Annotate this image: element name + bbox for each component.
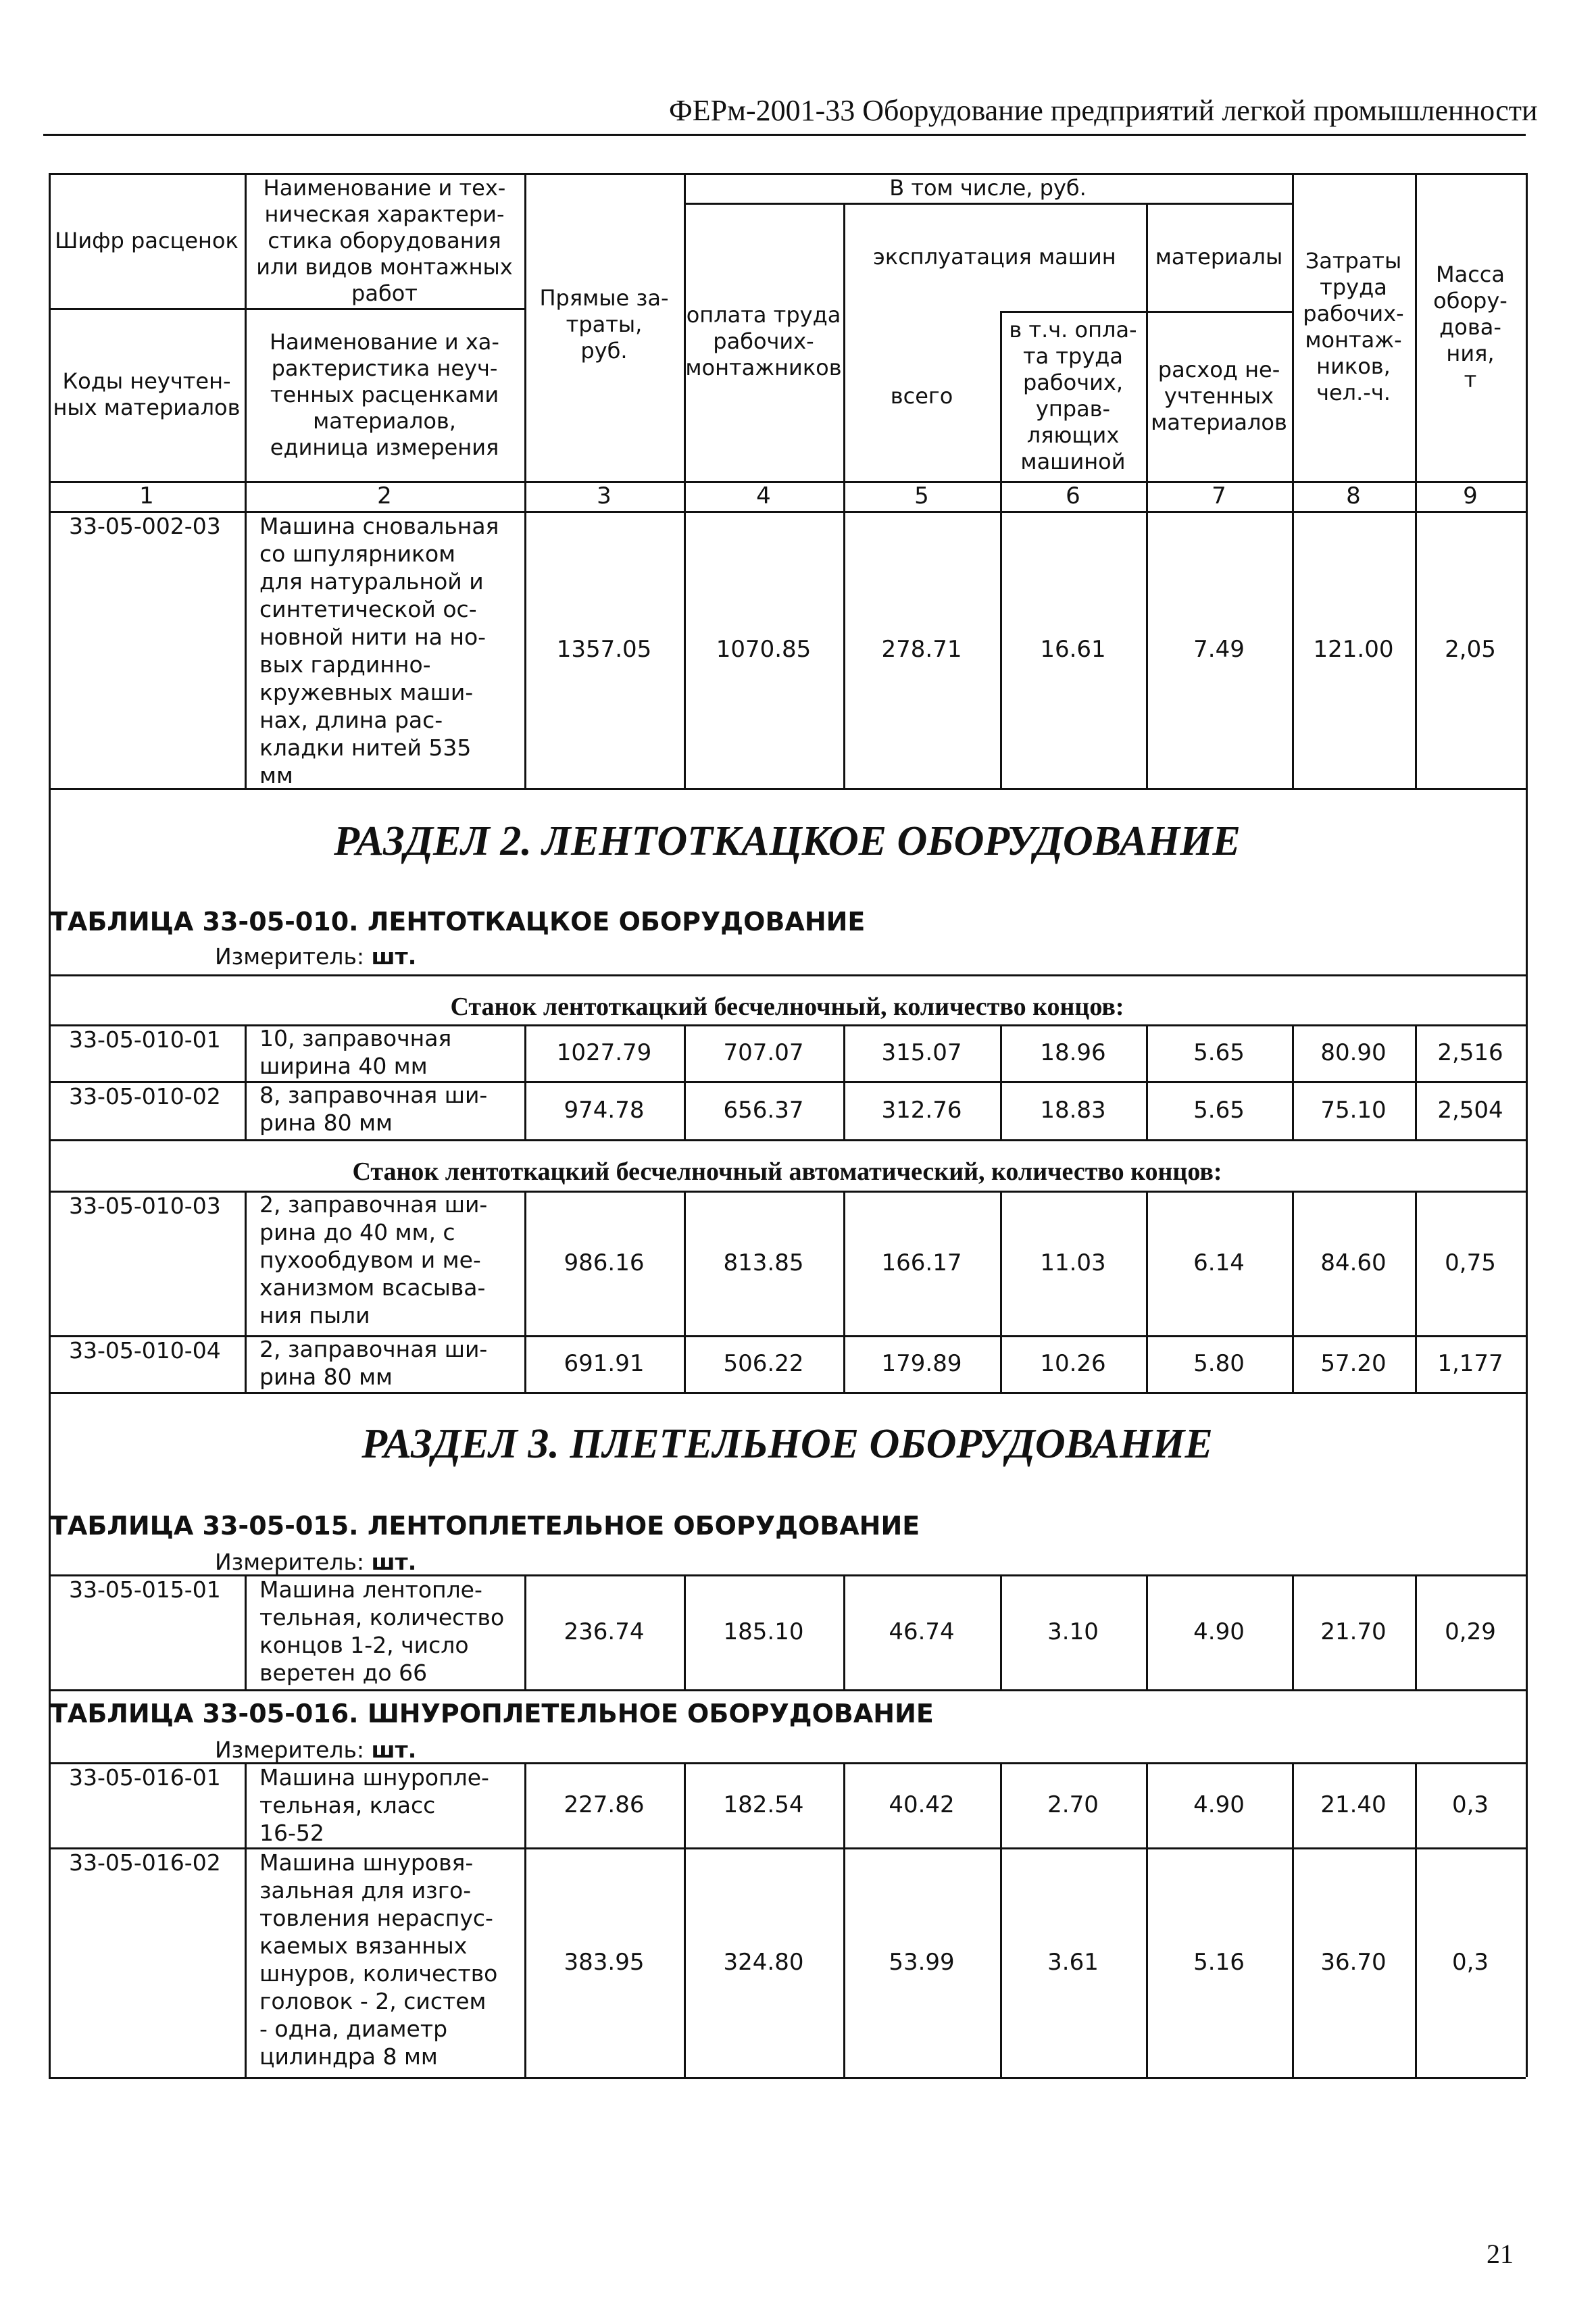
grid-line: [49, 1081, 1526, 1083]
machine-total-value: 46.74: [889, 1618, 955, 1645]
column-number: 7: [1212, 482, 1226, 509]
row-name: 2, заправочная ши- рина 80 мм: [259, 1336, 488, 1390]
grid-line: [843, 1024, 845, 1139]
grid-line: [49, 1762, 1526, 1764]
materials-value: 5.65: [1193, 1096, 1245, 1124]
column-number: 9: [1463, 482, 1478, 509]
grid-line: [524, 1191, 526, 1392]
grid-line: [1000, 1762, 1002, 2077]
mass-value: 0,75: [1445, 1249, 1496, 1276]
grid-line: [684, 203, 1292, 205]
unit-value: шт.: [371, 943, 417, 970]
unit-line: [215, 1737, 416, 1763]
unit-value: шт.: [371, 1549, 417, 1575]
grid-line: [1292, 1024, 1294, 1139]
materials-value: 6.14: [1193, 1249, 1245, 1276]
grid-line: [684, 173, 686, 788]
grid-line: [49, 1689, 1526, 1691]
grid-line: [49, 1335, 1526, 1337]
grid-line: [684, 1024, 686, 1139]
row-code: 33-05-016-02: [69, 1849, 221, 1876]
grid-line: [1415, 1762, 1417, 2077]
table-title: ТАБЛИЦА 33-05-016. ШНУРОПЛЕТЕЛЬНОЕ ОБОРУДОВАНИЕ: [50, 1699, 934, 1728]
operator-pay-value: 3.61: [1047, 1948, 1099, 1976]
operator-pay-value: 10.26: [1040, 1349, 1106, 1377]
grid-line: [1146, 1574, 1148, 1689]
header-labor-pay: оплата труда рабочих- монтажников: [685, 301, 842, 380]
labor-hours-value: 80.90: [1320, 1039, 1387, 1066]
machine-total-value: 166.17: [881, 1249, 962, 1276]
grid-line: [843, 203, 845, 788]
unit-line: [215, 943, 416, 970]
header-machine-total: всего: [890, 382, 953, 409]
grid-line: [1000, 1574, 1002, 1689]
grid-line: [49, 173, 1526, 175]
labor-hours-value: 36.70: [1320, 1948, 1387, 1976]
labor-hours-value: 121.00: [1313, 635, 1394, 663]
grid-line: [1292, 1191, 1294, 1392]
mass-value: 0,29: [1445, 1618, 1496, 1645]
grid-line: [1000, 1024, 1002, 1139]
row-name: Машина шнуровя- зальная для изго- товления нераспус- каемых вязанных шнуров, количество головок - 2, систем - одна, диаметр цилиндра 8 мм: [259, 1849, 498, 2070]
operator-pay-value: 18.83: [1040, 1096, 1106, 1124]
header-missing-materials: расход не- учтенных материалов: [1151, 356, 1287, 435]
grid-line: [245, 173, 247, 788]
header-direct-costs: Прямые за- траты, руб.: [539, 284, 669, 364]
table-title: ТАБЛИЦА 33-05-015. ЛЕНТОПЛЕТЕЛЬНОЕ ОБОРУДОВАНИЕ: [50, 1511, 920, 1541]
row-code: 33-05-010-03: [69, 1193, 221, 1219]
labor-pay-value: 813.85: [723, 1249, 804, 1276]
labor-pay-value: 506.22: [723, 1349, 804, 1377]
grid-line: [684, 1574, 686, 1689]
direct-costs-value: 691.91: [564, 1349, 645, 1377]
grid-line: [1415, 1191, 1417, 1392]
labor-pay-value: 1070.85: [716, 635, 812, 663]
grid-line: [49, 974, 1526, 976]
direct-costs-value: 1357.05: [556, 635, 652, 663]
labor-pay-value: 707.07: [723, 1039, 804, 1066]
row-name: Машина шнуропле- тельная, класс 16-52: [259, 1764, 489, 1846]
direct-costs-value: 974.78: [564, 1096, 645, 1124]
mass-value: 0,3: [1451, 1791, 1489, 1818]
grid-line: [49, 1139, 1526, 1141]
machine-total-value: 179.89: [881, 1349, 962, 1377]
direct-costs-value: 986.16: [564, 1249, 645, 1276]
labor-hours-value: 57.20: [1320, 1349, 1387, 1377]
grid-line: [49, 1191, 1526, 1193]
section-title: РАЗДЕЛ 2. ЛЕНТОТКАЦКОЕ ОБОРУДОВАНИЕ: [334, 818, 1241, 864]
operator-pay-value: 18.96: [1040, 1039, 1106, 1066]
direct-costs-value: 227.86: [564, 1791, 645, 1818]
materials-value: 5.65: [1193, 1039, 1245, 1066]
header-machine-operation: эксплуатация машин: [873, 243, 1116, 270]
labor-pay-value: 185.10: [723, 1618, 804, 1645]
grid-line: [49, 1574, 1526, 1576]
column-number: 3: [597, 482, 612, 509]
row-code: 33-05-002-03: [69, 513, 221, 539]
grid-line: [1415, 173, 1417, 788]
column-number: 1: [139, 482, 154, 509]
header-materials: материалы: [1155, 243, 1283, 270]
grid-line: [49, 511, 1526, 513]
materials-value: 5.80: [1193, 1349, 1245, 1377]
grid-line: [1146, 203, 1148, 788]
header-including: В том числе, руб.: [889, 174, 1087, 201]
column-number: 2: [377, 482, 392, 509]
unit-line: [215, 1549, 416, 1575]
operator-pay-value: 3.10: [1047, 1618, 1099, 1645]
table-title: ТАБЛИЦА 33-05-010. ЛЕНТОТКАЦКОЕ ОБОРУДОВАНИЕ: [50, 907, 866, 937]
row-code: 33-05-010-02: [69, 1083, 221, 1110]
direct-costs-value: 383.95: [564, 1948, 645, 1976]
header-rule: [43, 134, 1526, 136]
row-name: Машина лентопле- тельная, количество концов 1-2, число веретен до 66: [259, 1576, 505, 1686]
labor-hours-value: 75.10: [1320, 1096, 1387, 1124]
column-number: 4: [756, 482, 771, 509]
materials-value: 5.16: [1193, 1948, 1245, 1976]
grid-line: [1146, 1762, 1148, 2077]
grid-line: [843, 1191, 845, 1392]
direct-costs-value: 1027.79: [556, 1039, 652, 1066]
grid-line: [49, 1847, 1526, 1849]
group-title: Станок лентоткацкий бесчелночный автоматический, количество концов:: [352, 1158, 1222, 1186]
grid-line: [245, 1024, 247, 1139]
grid-line: [1292, 173, 1294, 788]
grid-line: [684, 1762, 686, 2077]
direct-costs-value: 236.74: [564, 1618, 645, 1645]
row-code: 33-05-016-01: [69, 1764, 221, 1791]
grid-line: [1415, 1024, 1417, 1139]
labor-hours-value: 84.60: [1320, 1249, 1387, 1276]
materials-value: 7.49: [1193, 635, 1245, 663]
grid-line: [524, 173, 526, 788]
grid-line: [843, 1574, 845, 1689]
grid-line: [1292, 1574, 1294, 1689]
grid-line: [1000, 1191, 1002, 1392]
machine-total-value: 278.71: [881, 635, 962, 663]
column-number: 6: [1066, 482, 1080, 509]
grid-line: [1000, 311, 1002, 788]
header-name: Наименование и тех- ническая характери- стика оборудования или видов монтажных работ: [256, 174, 513, 306]
page-number: 21: [1487, 2239, 1514, 2269]
unit-label: Измеритель:: [215, 943, 365, 970]
grid-line: [1146, 1191, 1148, 1392]
group-title: Станок лентоткацкий бесчелночный, количество концов:: [450, 993, 1124, 1021]
grid-line: [245, 1762, 247, 2077]
grid-line: [1146, 1024, 1148, 1139]
mass-value: 2,05: [1445, 635, 1496, 663]
header-equipment-mass: Масса обору- дова- ния, т: [1433, 261, 1507, 393]
header-missing-materials-code: Коды неучтен- ных материалов: [53, 368, 241, 420]
labor-hours-value: 21.40: [1320, 1791, 1387, 1818]
column-number: 8: [1346, 482, 1361, 509]
grid-line: [524, 1762, 526, 2077]
labor-pay-value: 182.54: [723, 1791, 804, 1818]
section-title: РАЗДЕЛ 3. ПЛЕТЕЛЬНОЕ ОБОРУДОВАНИЕ: [361, 1421, 1213, 1467]
machine-total-value: 40.42: [889, 1791, 955, 1818]
machine-total-value: 315.07: [881, 1039, 962, 1066]
mass-value: 2,504: [1437, 1096, 1503, 1124]
header-material-name: Наименование и ха- рактеристика неуч- тенных расценками материалов, единица измерения: [270, 328, 499, 460]
grid-line: [49, 173, 51, 2077]
grid-line: [49, 308, 524, 310]
header-machine-operator-pay: в т.ч. опла- та труда рабочих, управ- ляющих машиной: [1009, 317, 1137, 474]
machine-total-value: 53.99: [889, 1948, 955, 1976]
mass-value: 2,516: [1437, 1039, 1503, 1066]
row-name: 8, заправочная ши- рина 80 мм: [259, 1082, 488, 1136]
row-name: Машина сновальная со шпулярником для натуральной и синтетической ос- новной нити на но- вых гардинно- кружевных маши- нах, длина рас- кладки нитей 535 мм: [259, 513, 499, 788]
row-name: 10, заправочная ширина 40 мм: [259, 1025, 452, 1079]
grid-line: [245, 1191, 247, 1392]
mass-value: 0,3: [1451, 1948, 1489, 1976]
operator-pay-value: 2.70: [1047, 1791, 1099, 1818]
grid-line: [49, 1392, 1526, 1394]
grid-line: [245, 1574, 247, 1689]
operator-pay-value: 11.03: [1040, 1249, 1106, 1276]
grid-line: [49, 788, 1526, 790]
grid-line: [1526, 173, 1528, 2077]
operator-pay-value: 16.61: [1040, 635, 1106, 663]
row-code: 33-05-010-04: [69, 1337, 221, 1364]
column-number: 5: [914, 482, 929, 509]
labor-hours-value: 21.70: [1320, 1618, 1387, 1645]
grid-line: [1292, 1762, 1294, 2077]
grid-line: [524, 1024, 526, 1139]
grid-line: [524, 1574, 526, 1689]
grid-line: [49, 2077, 1526, 2079]
materials-value: 4.90: [1193, 1791, 1245, 1818]
unit-value: шт.: [371, 1737, 417, 1763]
header-labor-hours: Затраты труда рабочих- монтаж- ников, чел.-ч.: [1303, 248, 1404, 405]
header-code: Шифр расценок: [55, 227, 239, 253]
unit-label: Измеритель:: [215, 1737, 365, 1763]
grid-line: [49, 1024, 1526, 1026]
labor-pay-value: 324.80: [723, 1948, 804, 1976]
mass-value: 1,177: [1437, 1349, 1503, 1377]
row-name: 2, заправочная ши- рина до 40 мм, с пухообдувом и ме- ханизмом всасыва- ния пыли: [259, 1191, 488, 1328]
row-code: 33-05-015-01: [69, 1576, 221, 1603]
labor-pay-value: 656.37: [723, 1096, 804, 1124]
grid-line: [49, 481, 1526, 483]
running-header: ФЕРм-2001-33 Оборудование предприятий легкой промышленности: [669, 94, 1538, 127]
row-code: 33-05-010-01: [69, 1026, 221, 1053]
machine-total-value: 312.76: [881, 1096, 962, 1124]
grid-line: [684, 1191, 686, 1392]
grid-line: [843, 1762, 845, 2077]
grid-line: [1415, 1574, 1417, 1689]
materials-value: 4.90: [1193, 1618, 1245, 1645]
unit-label: Измеритель:: [215, 1549, 365, 1575]
